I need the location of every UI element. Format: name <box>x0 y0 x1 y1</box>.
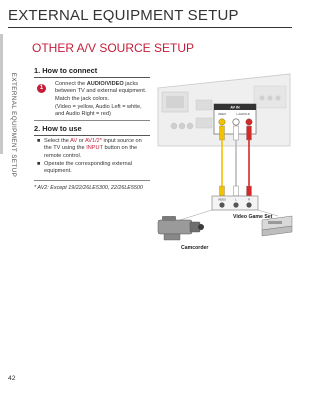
step-number-badge: 1 <box>37 84 46 93</box>
side-tab-bar <box>0 34 3 154</box>
page-title: EXTERNAL EQUIPMENT SETUP <box>8 7 239 24</box>
video-jack-label: VIDEO <box>217 113 227 116</box>
audio-right-jack <box>246 119 252 125</box>
use-rule <box>34 135 150 136</box>
video-game-set-caption: Video Game Set <box>233 214 273 220</box>
page-number: 42 <box>8 375 16 382</box>
use-bullet-2: Operate the corresponding external equipment. <box>44 161 133 175</box>
section-title: OTHER A/V SOURCE SETUP <box>32 41 195 55</box>
footnote: * AV2: Except 19/22/26LE5300, 22/26LE5500 <box>34 185 143 191</box>
av-in-label: AV IN <box>230 105 240 110</box>
bullet-icon: ■ <box>37 138 41 144</box>
bullet-icon: ■ <box>37 161 41 167</box>
connect-step-text: Connect the AUDIO/VIDEO jacks between TV and external equipment. Match the jack colors. <box>55 81 147 102</box>
device-video-jack <box>219 202 224 207</box>
device-audio-right-jack <box>246 202 251 207</box>
side-tab-label: EXTERNAL EQUIPMENT SETUP <box>10 72 17 178</box>
connect-heading: 1. How to connect <box>34 66 98 75</box>
use-rule-bottom <box>34 180 150 181</box>
device-audio-left-jack <box>233 202 238 207</box>
title-rule <box>8 27 292 28</box>
device-video-label: VIDEO <box>217 198 227 202</box>
audio-jack-label: L-AUDIO-R <box>236 113 250 116</box>
device-r-label: R <box>248 198 250 202</box>
connect-rule-bottom <box>34 120 150 121</box>
device-l-label: L <box>235 198 237 202</box>
connect-rule-top <box>34 77 150 78</box>
av-cables <box>220 126 252 196</box>
connection-diagram <box>150 70 300 260</box>
connect-step-note: (Video = yellow, Audio Left = white, and Audio Right = red) <box>55 104 142 118</box>
video-jack <box>219 119 225 125</box>
use-heading: 2. How to use <box>34 124 82 133</box>
camcorder-caption: Camcorder <box>181 245 209 251</box>
use-bullet-1: Select the AV or AV1/2* input source on the TV using the INPUT button on the remote control. <box>44 138 142 159</box>
audio-left-jack <box>233 119 239 125</box>
